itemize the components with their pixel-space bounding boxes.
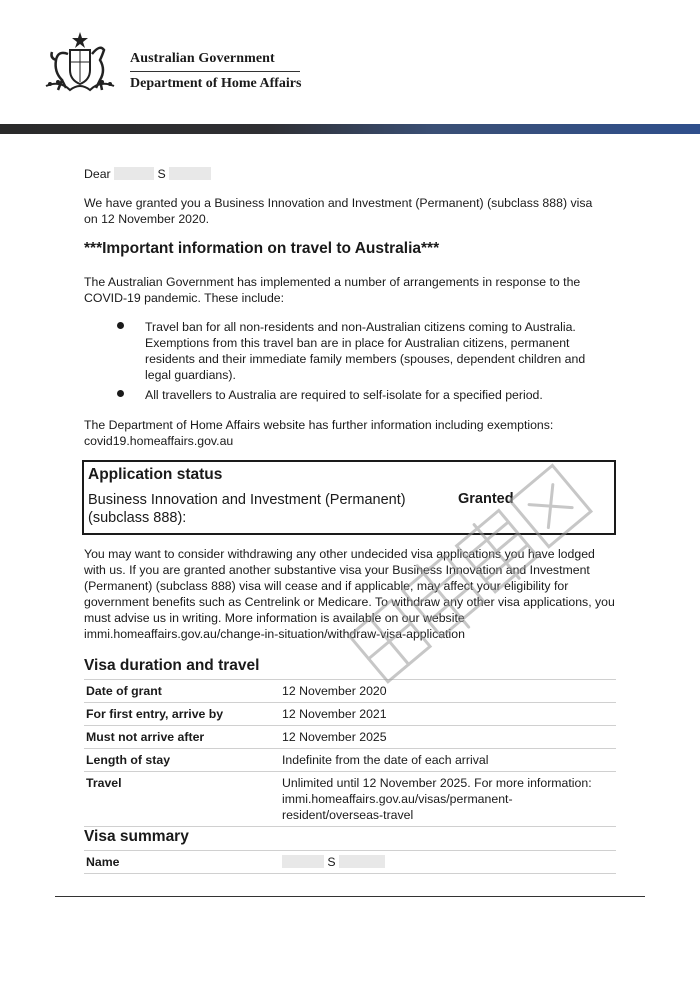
travel-link[interactable]: immi.homeaffairs.gov.au/visas/permanent-resident/overseas-travel	[282, 792, 513, 822]
row-value	[282, 851, 616, 873]
table-row	[84, 850, 616, 873]
covid-intro: The Australian Government has implemented a number of arrangements in response to the COVID-19 pandemic. These include:	[84, 275, 581, 305]
row-label: Date of grant	[86, 684, 162, 698]
redacted-name	[339, 855, 385, 868]
travel-text: Unlimited until 12 November 2025. For more information:	[282, 776, 592, 790]
website-note	[84, 417, 614, 449]
row-value: 12 November 2021	[282, 707, 387, 721]
application-status-box	[82, 460, 616, 535]
travel-heading: ***Important information on travel to Australia***	[84, 240, 440, 257]
row-value: Indefinite from the date of each arrival	[282, 753, 489, 767]
government-name: Australian Government	[130, 51, 275, 66]
row-label: Travel	[86, 776, 122, 790]
visa-summary-heading: Visa summary	[84, 828, 189, 845]
bullet-text: Travel ban for all non-residents and non-Australian citizens coming to Australia. Exemptions from this travel ban are in place for Australian citizens, permanent residents and their immediate family members (spouses, dependent children and legal guardians).	[145, 320, 586, 382]
bullet-icon	[117, 390, 124, 397]
header-band	[0, 124, 700, 134]
list-item	[84, 319, 614, 383]
row-value	[282, 772, 616, 826]
grant-intro: We have granted you a Business Innovation and Investment (Permanent) (subclass 888) visa on 12 November 2020.	[84, 196, 593, 226]
application-status-visa: Business Innovation and Investment (Permanent) (subclass 888):	[88, 492, 406, 526]
covid-bullets	[84, 319, 614, 407]
table-end-rule	[84, 826, 616, 827]
bullet-text: All travellers to Australia are required to self-isolate for a specified period.	[145, 388, 543, 402]
header-divider	[130, 71, 300, 72]
visa-summary-table	[84, 850, 616, 874]
table-row	[84, 748, 616, 771]
visa-duration-table	[84, 679, 616, 827]
row-label: Length of stay	[86, 753, 171, 767]
table-row	[84, 679, 616, 702]
row-label: Name	[86, 855, 120, 869]
row-value: 12 November 2025	[282, 730, 387, 744]
redacted-name	[114, 167, 154, 180]
withdraw-section	[84, 546, 619, 642]
row-value: 12 November 2020	[282, 684, 387, 698]
website-note-text: The Department of Home Affairs website has further information including exemptions:	[84, 418, 554, 432]
table-row	[84, 702, 616, 725]
department-name: Department of Home Affairs	[130, 76, 302, 91]
bullet-icon	[117, 322, 124, 329]
table-row	[84, 725, 616, 748]
table-row	[84, 771, 616, 826]
list-item	[84, 387, 614, 403]
covid-website-link[interactable]: covid19.homeaffairs.gov.au	[84, 434, 234, 448]
row-label: Must not arrive after	[86, 730, 205, 744]
table-end-rule	[84, 873, 616, 874]
withdraw-link[interactable]: immi.homeaffairs.gov.au/change-in-situation/withdraw-visa-application	[84, 627, 465, 641]
application-status-value: Granted	[458, 491, 514, 507]
row-label: For first entry, arrive by	[86, 707, 224, 721]
greeting-initial: S	[157, 167, 166, 181]
redacted-name	[169, 167, 211, 180]
summary-name-initial: S	[327, 855, 336, 869]
visa-duration-heading: Visa duration and travel	[84, 657, 260, 674]
coat-of-arms-icon	[40, 30, 120, 98]
application-status-title: Application status	[88, 466, 223, 483]
footer-rule	[55, 896, 645, 897]
greeting-dear: Dear	[84, 167, 111, 181]
letterhead	[0, 0, 700, 124]
greeting	[84, 166, 211, 182]
withdraw-text: You may want to consider withdrawing any other undecided visa applications you have lodged with us. If you are granted another substantive visa your Business Innovation and Investment (Permanent) (subclass 888) visa will cease and if applicable, may affect your eligibility for government benefits such as Centrelink or Medicare. To withdraw any other visa applications, you must advise us in writing. More information is available on our website	[84, 547, 615, 625]
redacted-name	[282, 855, 324, 868]
